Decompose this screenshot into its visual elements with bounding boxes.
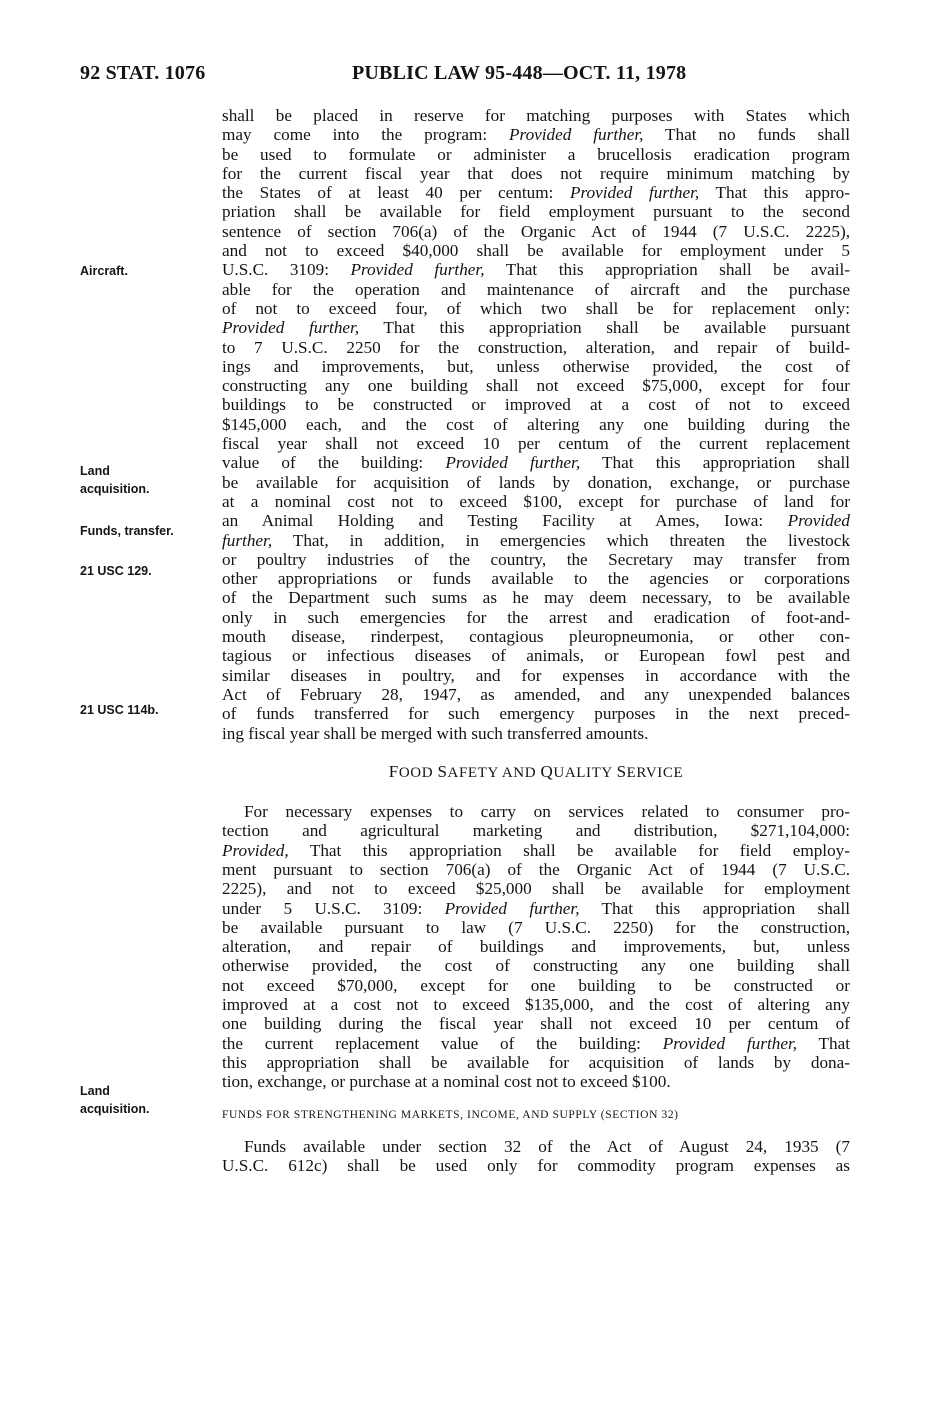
- text-line: be available pursuant to law (7 U.S.C. 2250) for the construction,: [222, 917, 850, 937]
- section-heading-section-32: FUNDS FOR STRENGTHENING MARKETS, INCOME, AND SUPPLY (SECTION 32): [222, 1108, 679, 1121]
- heading-cap: Q: [540, 761, 554, 781]
- margin-note-line: Land: [80, 1084, 110, 1098]
- text-line: one building during the fiscal year shall not exceed 10 per centum of: [222, 1014, 850, 1034]
- text-line: Funds available under section 32 of the Act of August 24, 1935 (7: [244, 1136, 850, 1156]
- text-span: That, in addition, in emergencies which threaten the livestock: [272, 530, 850, 550]
- text-line: alteration, and repair of buildings and improvements, but, unless: [222, 937, 850, 957]
- text-line: this appropriation shall be available for acquisition of lands by dona-: [222, 1052, 850, 1072]
- text-line: [222, 841, 850, 860]
- text-line: 2225), and not to exceed $25,000 shall be available for employment: [222, 879, 850, 899]
- text-line: fiscal year shall not exceed 10 per centum of the current replacement: [222, 434, 850, 454]
- heading-cap: S: [616, 761, 627, 781]
- text-span: the States of at least 40 per centum:: [222, 183, 570, 203]
- text-line: sentence of section 706(a) of the Organic Act of 1944 (7 U.S.C. 2225),: [222, 221, 850, 241]
- text-span: an Animal Holding and Testing Facility at Ames, Iowa:: [222, 511, 788, 531]
- text-line: shall be placed in reserve for matching purposes with States which: [222, 106, 850, 125]
- text-line: able for the operation and maintenance of aircraft and the purchase: [222, 279, 850, 299]
- text-span: That this appropriation shall: [579, 898, 851, 918]
- text-line: at a nominal cost not to exceed $100, except for purchase of land for: [222, 491, 850, 511]
- text-line: buildings to be constructed or improved at a cost of not to exceed: [222, 395, 850, 415]
- proviso-italic: Provided further,: [350, 260, 485, 280]
- text-line: [222, 531, 850, 550]
- paragraph-animal-plant-health: [222, 106, 850, 743]
- proviso-italic: Provided further,: [509, 125, 644, 145]
- margin-note-line: acquisition.: [80, 1102, 150, 1116]
- text-line: $145,000 each, and the cost of altering any one building during the: [222, 414, 850, 434]
- margin-note-line: Land: [80, 464, 110, 478]
- text-line: or poultry industries of the country, the Secretary may transfer from: [222, 549, 850, 569]
- text-line: to 7 U.S.C. 2250 for the construction, alteration, and repair of build-: [222, 337, 850, 357]
- proviso-italic: Provided further,: [570, 183, 700, 203]
- text-line: improved at a cost not to exceed $135,000, and the cost of altering any: [222, 995, 850, 1015]
- text-line: For necessary expenses to carry on services related to consumer pro-: [244, 802, 850, 822]
- text-line: only in such emergencies for the arrest and eradication of foot-and-: [222, 607, 850, 627]
- text-span: That this appro-: [699, 183, 850, 203]
- text-span: the current replacement value of the building:: [222, 1033, 663, 1053]
- text-line: otherwise provided, the cost of constructing any one building shall: [222, 956, 850, 976]
- text-line: [222, 125, 850, 144]
- text-line: [222, 1034, 850, 1053]
- text-line: of the Department such sums as he may deem necessary, to be available: [222, 588, 850, 608]
- text-line: tagious or infectious diseases of animals, or European fowl pest and: [222, 646, 850, 666]
- text-line: [222, 183, 850, 202]
- text-span: That this appropriation shall be available pursuant: [359, 318, 851, 338]
- text-span: value of the building:: [222, 453, 446, 473]
- heading-smallcaps: OOD: [398, 764, 438, 781]
- heading-smallcaps: UALITY: [553, 764, 617, 781]
- body-text: [222, 106, 850, 1175]
- text-line: similar diseases in poultry, and for expenses in accordance with the: [222, 665, 850, 685]
- text-line: [222, 318, 850, 337]
- text-span: That no funds shall: [643, 125, 850, 145]
- heading-smallcaps: AFETY AND: [447, 764, 541, 781]
- text-line: priation shall be available for field employment pursuant to the second: [222, 202, 850, 222]
- heading-smallcaps: ERVICE: [626, 764, 684, 781]
- text-line: other appropriations or funds available to the agencies or corporations: [222, 569, 850, 589]
- text-line: [222, 453, 850, 472]
- section-heading-food-safety: [222, 762, 850, 783]
- stat-reference: 92 STAT. 1076: [80, 62, 206, 84]
- text-line: ment pursuant to section 706(a) of the Organic Act of 1944 (7 U.S.C.: [222, 859, 850, 879]
- margin-note-usc-114b: 21 USC 114b.: [80, 703, 159, 717]
- text-line: and not to exceed $40,000 shall be available for employment under 5: [222, 241, 850, 261]
- text-span: under 5 U.S.C. 3109:: [222, 898, 445, 918]
- margin-note-usc-129: 21 USC 129.: [80, 564, 152, 578]
- proviso-italic: Provided further,: [444, 898, 580, 918]
- margin-note-aircraft: Aircraft.: [80, 264, 128, 278]
- text-line: not exceed $70,000, except for one building to be constructed or: [222, 975, 850, 995]
- text-line: tion, exchange, or purchase at a nominal cost not to exceed $100.: [222, 1072, 671, 1092]
- proviso-italic: Provided further,: [445, 453, 581, 473]
- margin-note-line: acquisition.: [80, 482, 150, 496]
- margin-note-funds-transfer: Funds, transfer.: [80, 524, 174, 538]
- proviso-italic: Provided: [787, 511, 850, 531]
- text-line: ing fiscal year shall be merged with such transferred amounts.: [222, 723, 649, 743]
- text-line: for the current fiscal year that does not require minimum matching by: [222, 163, 850, 183]
- margin-note-land-acquisition-2: [80, 1082, 149, 1118]
- text-span: That: [797, 1033, 851, 1053]
- paragraph-section-32: [222, 1137, 850, 1176]
- proviso-italic: Provided further,: [662, 1033, 798, 1053]
- running-header-title: PUBLIC LAW 95-448—OCT. 11, 1978: [352, 62, 687, 84]
- text-span: U.S.C. 3109:: [222, 260, 351, 280]
- heading-cap: S: [437, 761, 448, 781]
- text-span: That this appropriation shall be avail-: [484, 260, 850, 280]
- text-line: [222, 511, 850, 530]
- text-line: be used to formulate or administer a brucellosis eradication program: [222, 144, 850, 164]
- proviso-italic: Provided further,: [222, 318, 360, 338]
- text-span: may come into the program:: [222, 125, 510, 145]
- text-line: Act of February 28, 1947, as amended, and any unexpended balances: [222, 684, 850, 704]
- text-line: [222, 260, 850, 279]
- text-line: U.S.C. 612c) shall be used only for commodity program expenses as: [222, 1156, 850, 1176]
- text-line: of not to exceed four, of which two shall be for replacement only:: [222, 298, 850, 318]
- text-line: [222, 899, 850, 918]
- text-line: constructing any one building shall not exceed $75,000, except for four: [222, 376, 850, 396]
- proviso-italic: further,: [222, 530, 273, 550]
- text-line: be available for acquisition of lands by donation, exchange, or purchase: [222, 472, 850, 492]
- paragraph-food-safety: [222, 802, 850, 1091]
- text-line: of funds transferred for such emergency purposes in the next preced-: [222, 704, 850, 724]
- proviso-italic: Provided,: [222, 840, 289, 860]
- margin-note-land-acquisition: [80, 462, 149, 498]
- text-span: That this appropriation shall: [580, 453, 851, 473]
- text-line: mouth disease, rinderpest, contagious pleuropneumonia, or other con-: [222, 627, 850, 647]
- text-span: That this appropriation shall be available for field employ-: [288, 840, 850, 860]
- heading-cap: F: [388, 761, 399, 781]
- text-line: ings and improvements, but, unless otherwise provided, the cost of: [222, 356, 850, 376]
- text-line: tection and agricultural marketing and distribution, $271,104,000:: [222, 821, 850, 841]
